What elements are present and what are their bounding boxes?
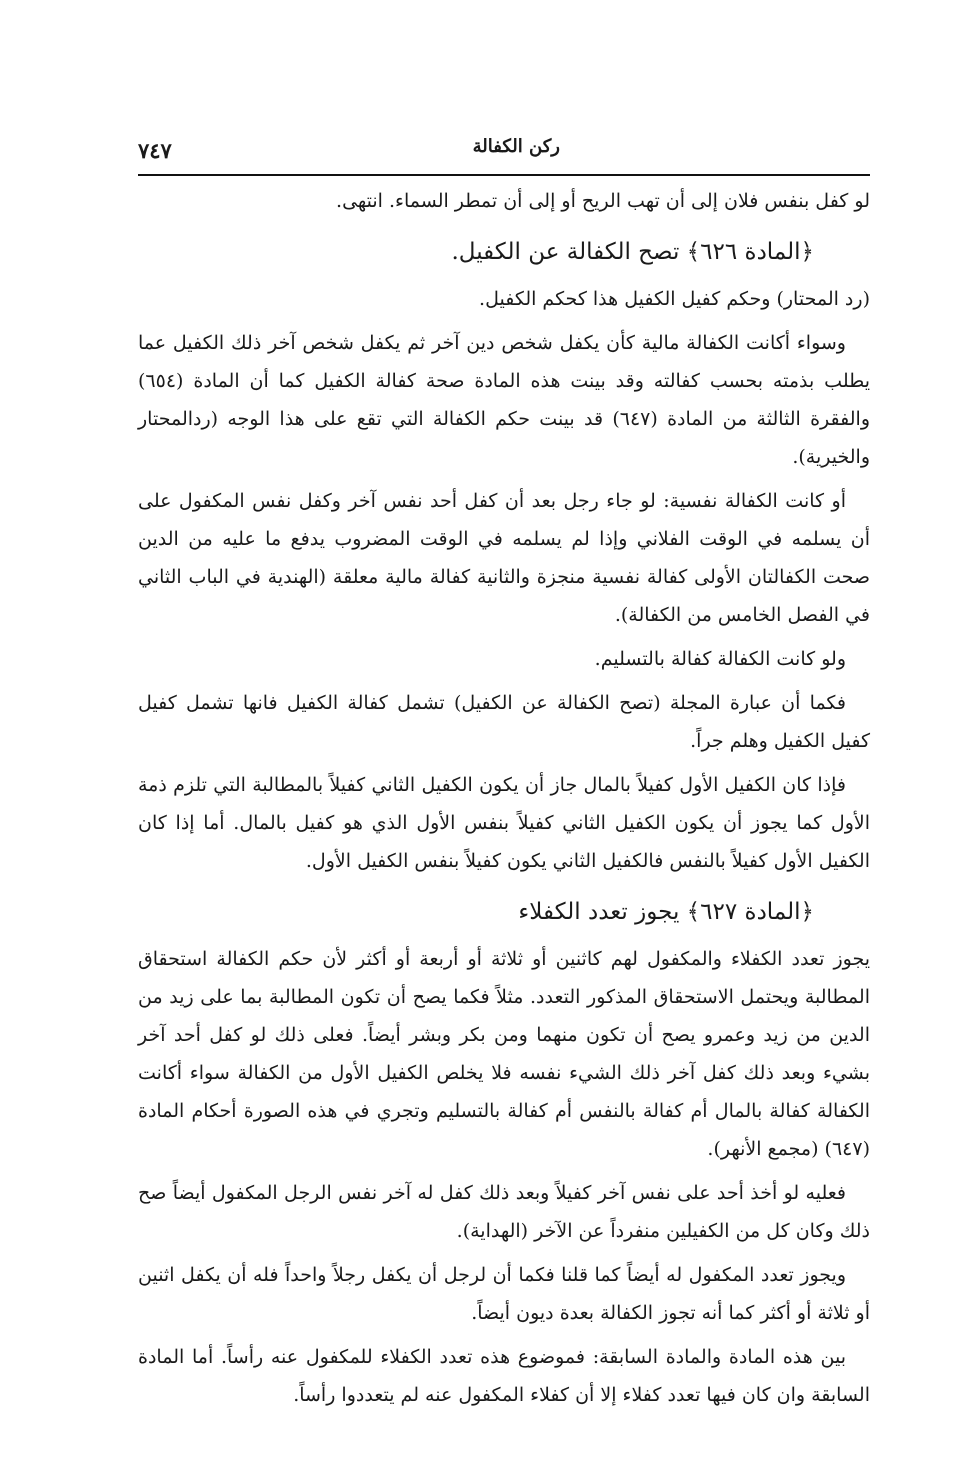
paragraph: بين هذه المادة والمادة السابقة: فموضوع هذه تعدد الكفلاء للمكفول عنه رأساً. أما المادة السابقة وان كان فيها تعدد كفلاء إلا أن كفلاء المكفول عنه لم يتعددوا رأساً.: [138, 1346, 870, 1406]
paragraph: وسواء أكانت الكفالة مالية كأن يكفل شخص دين آخر ثم يكفل شخص آخر ذلك الكفيل عما يطلب بذمته بحسب كفالته وقد بينت هذه المادة صحة كفالة الكفيل كما أن المادة (٦٥٤) والفقرة الثالثة من المادة (٦٤٧) قد بينت حكم الكفالة التي تقع على هذا الوجه (ردالمحتار والخيرية).: [138, 332, 871, 468]
paragraph: يجوز تعدد الكفلاء والمكفول لهم كاثنين أو ثلاثة أو أربعة أو أكثر لأن حكم الكفالة استحقاق المطالبة ويحتمل الاستحقاق المذكور التعدد. مثلاً فكما يصح أن تكون المطالبة بما على زيد من الدين من زيد وعمرو يصح أن تكون منهما ومن بكر وبشر أيضاً. فعلى ذلك لو كفل أحد آخر بشيء وبعد ذلك كفل آخر ذلك الشيء نفسه فلا يخلص الكفيل الأول من الكفالة سواء أكانت الكفالة كفالة بالمال أم كفالة بالنفس أم كفالة بالتسليم وتجري في هذه الصورة أحكام المادة (٦٤٧) (مجمع الأنهر).: [138, 948, 870, 1160]
running-header: [138, 136, 870, 170]
paragraph: ولو كانت الكفالة كفالة بالتسليم.: [594, 648, 846, 670]
paragraph: فإذا كان الكفيل الأول كفيلاً بالمال جاز أن يكون الكفيل الثاني كفيلاً بالمطالبة التي تلزم ذمة الأول كما يجوز أن يكون الكفيل الثاني كفيلاً بنفس الأول الذي هو كفيل بالمال. أما إذا كان الكفيل الأول كفيلاً بالنفس فالكفيل الثاني يكون كفيلاً بنفس الكفيل الأول.: [138, 774, 870, 872]
paragraph: ويجوز تعدد المكفول له أيضاً كما قلنا فكما أن لرجل أن يكفل رجلاً واحداً فله أن يكفل اثنين أو ثلاثة أو أكثر كما أنه تجوز الكفالة بعدة ديون أيضاً.: [138, 1264, 870, 1324]
page-body: [138, 182, 870, 1420]
paragraph: فكما أن عبارة المجلة (تصح الكفالة عن الكفيل) تشمل كفالة الكفيل فانها تشمل كفيل كفيل الكفيل وهلم جراً.: [138, 692, 870, 752]
article-626-heading: ﴿المادة ٦٢٦﴾ تصح الكفالة عن الكفيل.: [451, 239, 814, 265]
article-627-heading: ﴿المادة ٦٢٧﴾ يجوز تعدد الكفلاء: [518, 899, 814, 925]
running-title: ركن الكفالة: [472, 136, 560, 157]
paragraph: فعليه لو أخذ أحد على نفس آخر كفيلاً وبعد ذلك كفل له آخر نفس الرجل المكفول أيضاً صح ذلك وكان كل من الكفيلين منفرداً عن الآخر (الهداية).: [138, 1182, 870, 1242]
paragraph: أو كانت الكفالة نفسية: لو جاء رجل بعد أن كفل أحد نفس آخر وكفل نفس المكفول على أن يسلمه في الوقت الفلاني وإذا لم يسلمه في الوقت المضروب يدفع ما عليه من الدين صحت الكفالتان الأولى كفالة نفسية منجزة والثانية كفالة مالية معلقة (الهندية في الباب الثاني في الفصل الخامس من الكفالة).: [138, 490, 870, 626]
paragraph-continuation: لو كفل بنفس فلان إلى أن تهب الريح أو إلى أن تمطر السماء. انتهى.: [336, 190, 870, 212]
paragraph: (رد المحتار) وحكم كفيل الكفيل هذا كحكم الكفيل.: [479, 288, 870, 310]
header-rule: [138, 174, 870, 176]
page-number: ٧٤٧: [138, 138, 172, 163]
